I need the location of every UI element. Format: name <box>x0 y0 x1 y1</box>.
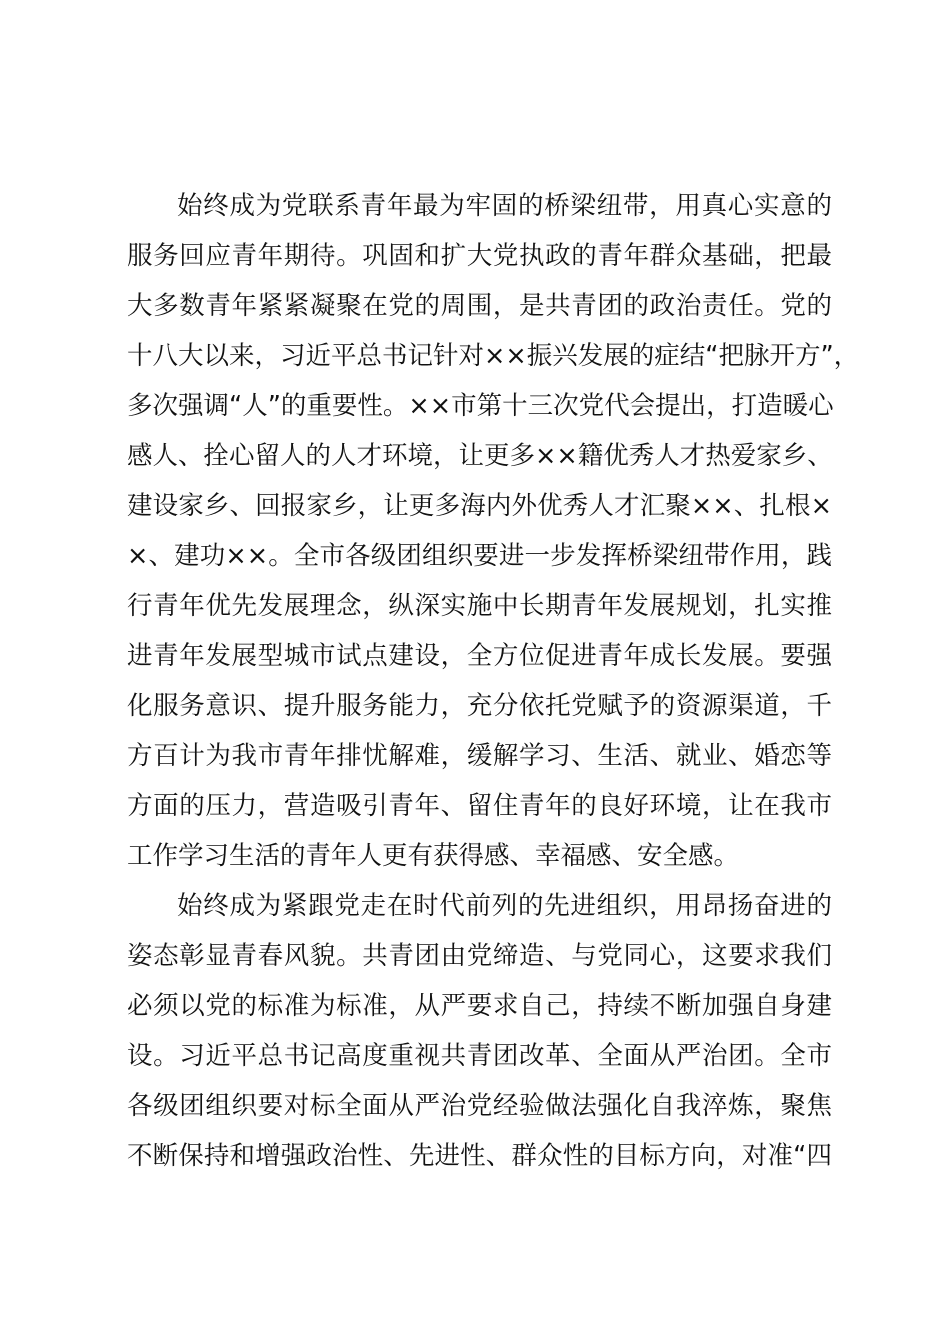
text-line: 姿态彰显青春风貌。共青团由党缔造、与党同心，这要求我们 <box>127 941 832 971</box>
text-line: ×、建功××。全市各级团组织要进一步发挥桥梁纽带作用，践 <box>127 541 832 571</box>
text-line: 始终成为紧跟党走在时代前列的先进组织，用昂扬奋进的 <box>177 891 832 921</box>
document-body <box>127 181 860 1181</box>
text-line: 多次强调“人”的重要性。××市第十三次党代会提出，打造暖心 <box>127 391 834 421</box>
text-line: 始终成为党联系青年最为牢固的桥梁纽带，用真心实意的 <box>177 191 832 221</box>
text-line: 工作学习生活的青年人更有获得感、幸福感、安全感。 <box>127 841 740 871</box>
text-line: 方面的压力，营造吸引青年、留住青年的良好环境，让在我市 <box>127 791 832 821</box>
paragraph-2 <box>127 881 832 1181</box>
text-line: 方百计为我市青年排忧解难，缓解学习、生活、就业、婚恋等 <box>127 741 832 771</box>
text-line: 化服务意识、提升服务能力，充分依托党赋予的资源渠道，千 <box>127 691 832 721</box>
text-line: 服务回应青年期待。巩固和扩大党执政的青年群众基础，把最 <box>127 241 832 271</box>
text-line: 各级团组织要对标全面从严治党经验做法强化自我淬炼，聚焦 <box>127 1091 832 1121</box>
text-line: 设。习近平总书记高度重视共青团改革、全面从严治团。全市 <box>127 1041 832 1071</box>
text-line: 不断保持和增强政治性、先进性、群众性的目标方向，对准“四 <box>127 1141 832 1171</box>
text-line: 必须以党的标准为标准，从严要求自己，持续不断加强自身建 <box>127 991 832 1021</box>
paragraph-1 <box>127 181 860 881</box>
text-line: 十八大以来，习近平总书记针对××振兴发展的症结“把脉开方”， <box>127 341 860 371</box>
text-line: 建设家乡、回报家乡，让更多海内外优秀人才汇聚××、扎根× <box>127 491 832 521</box>
text-line: 进青年发展型城市试点建设，全方位促进青年成长发展。要强 <box>127 641 832 671</box>
text-line: 感人、拴心留人的人才环境，让更多××籍优秀人才热爱家乡、 <box>127 441 833 471</box>
text-line: 行青年优先发展理念，纵深实施中长期青年发展规划，扎实推 <box>127 591 832 621</box>
text-line: 大多数青年紧紧凝聚在党的周围，是共青团的政治责任。党的 <box>127 291 832 321</box>
